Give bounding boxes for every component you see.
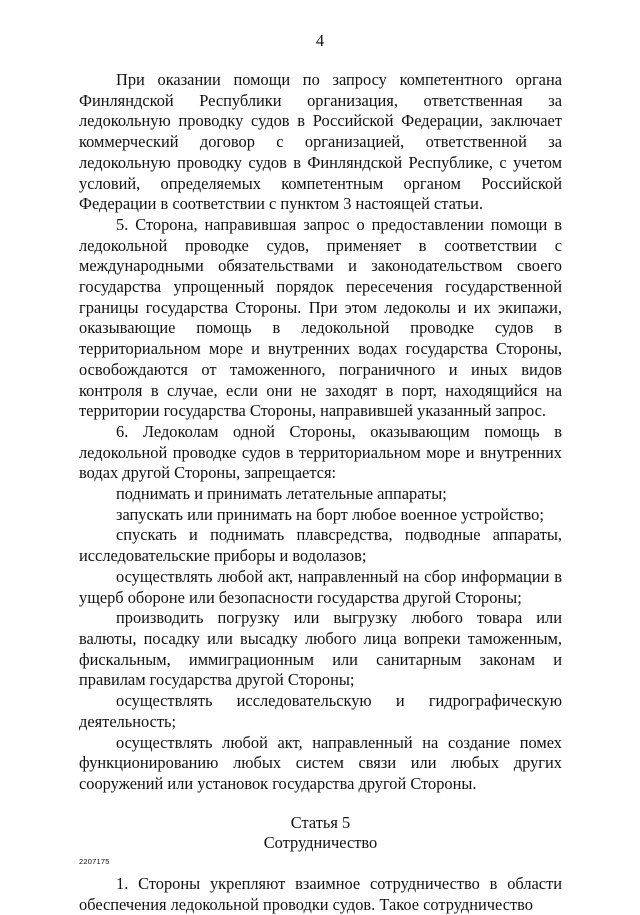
article-title: Сотрудничество [263,833,378,853]
paragraph-point-6: 6. Ледоколам одной Стороны, оказывающим помощь в ледокольной проводке судов в территориальном море и внутренних водах другой Стороны, запрещается: [79,421,562,483]
list-item: запускать или принимать на борт любое военное устройство; [116,504,544,524]
list-item: осуществлять любой акт, направленный на создание помех функционированию любых систем связи или любых других сооружений или установок государства другой Стороны. [79,732,562,793]
list-item: осуществлять любой акт, направленный на сбор информации в ущерб обороне или безопасности государства другой Стороны; [79,566,562,607]
paragraph-commercial-contract: При оказании помощи по запросу компетентного органа Финляндской Республики организация, ответственная за ледокольную проводку судов в Российской Федерации, заключает коммерческий договор с организацией, ответственной за ледокольную проводку судов в Финляндской Республике, с учетом условий, определяемых компетентным органом Российской Федерации в соответствии с пунктом 3 настоящей статьи. [79,70,562,214]
article-heading [79,813,562,854]
document-code: 2207175 [79,857,110,866]
list-item: поднимать и принимать летательные аппараты; [116,484,447,504]
page-number: 4 [315,31,325,50]
paragraph-article5-point-1: 1. Стороны укрепляют взаимное сотрудничество в области обеспечения ледокольной проводки судов. Такое сотрудничество [79,874,562,914]
prohibitions-list [79,484,562,795]
list-item: производить погрузку или выгрузку любого товара или валюты, посадку или высадку любого лица вопреки таможенным, фискальным, иммиграционным или санитарным законам и правилам государства другой Стороны; [79,608,562,690]
paragraph-point-5: 5. Сторона, направившая запрос о предоставлении помощи в ледокольной проводке судов, применяет в соответствии с международными обязательствами и законодательством своего государства упрощенный порядок пересечения государственной границы государства Стороны. При этом ледоколы и их экипажи, оказывающие помощь в ледокольной проводке судов в территориальном море и внутренних водах государства Стороны, освобождаются от таможенного, пограничного и иных видов контроля в случае, если они не заходят в порт, находящийся на территории государства Стороны, направившей указанный запрос. [79,214,562,421]
document-body [79,70,562,915]
list-item: спускать и поднимать плавсредства, подводные аппараты, исследовательские приборы и водолазов; [79,525,562,566]
list-item: осуществлять исследовательскую и гидрографическую деятельность; [79,691,562,731]
article-number: Статья 5 [290,812,351,832]
